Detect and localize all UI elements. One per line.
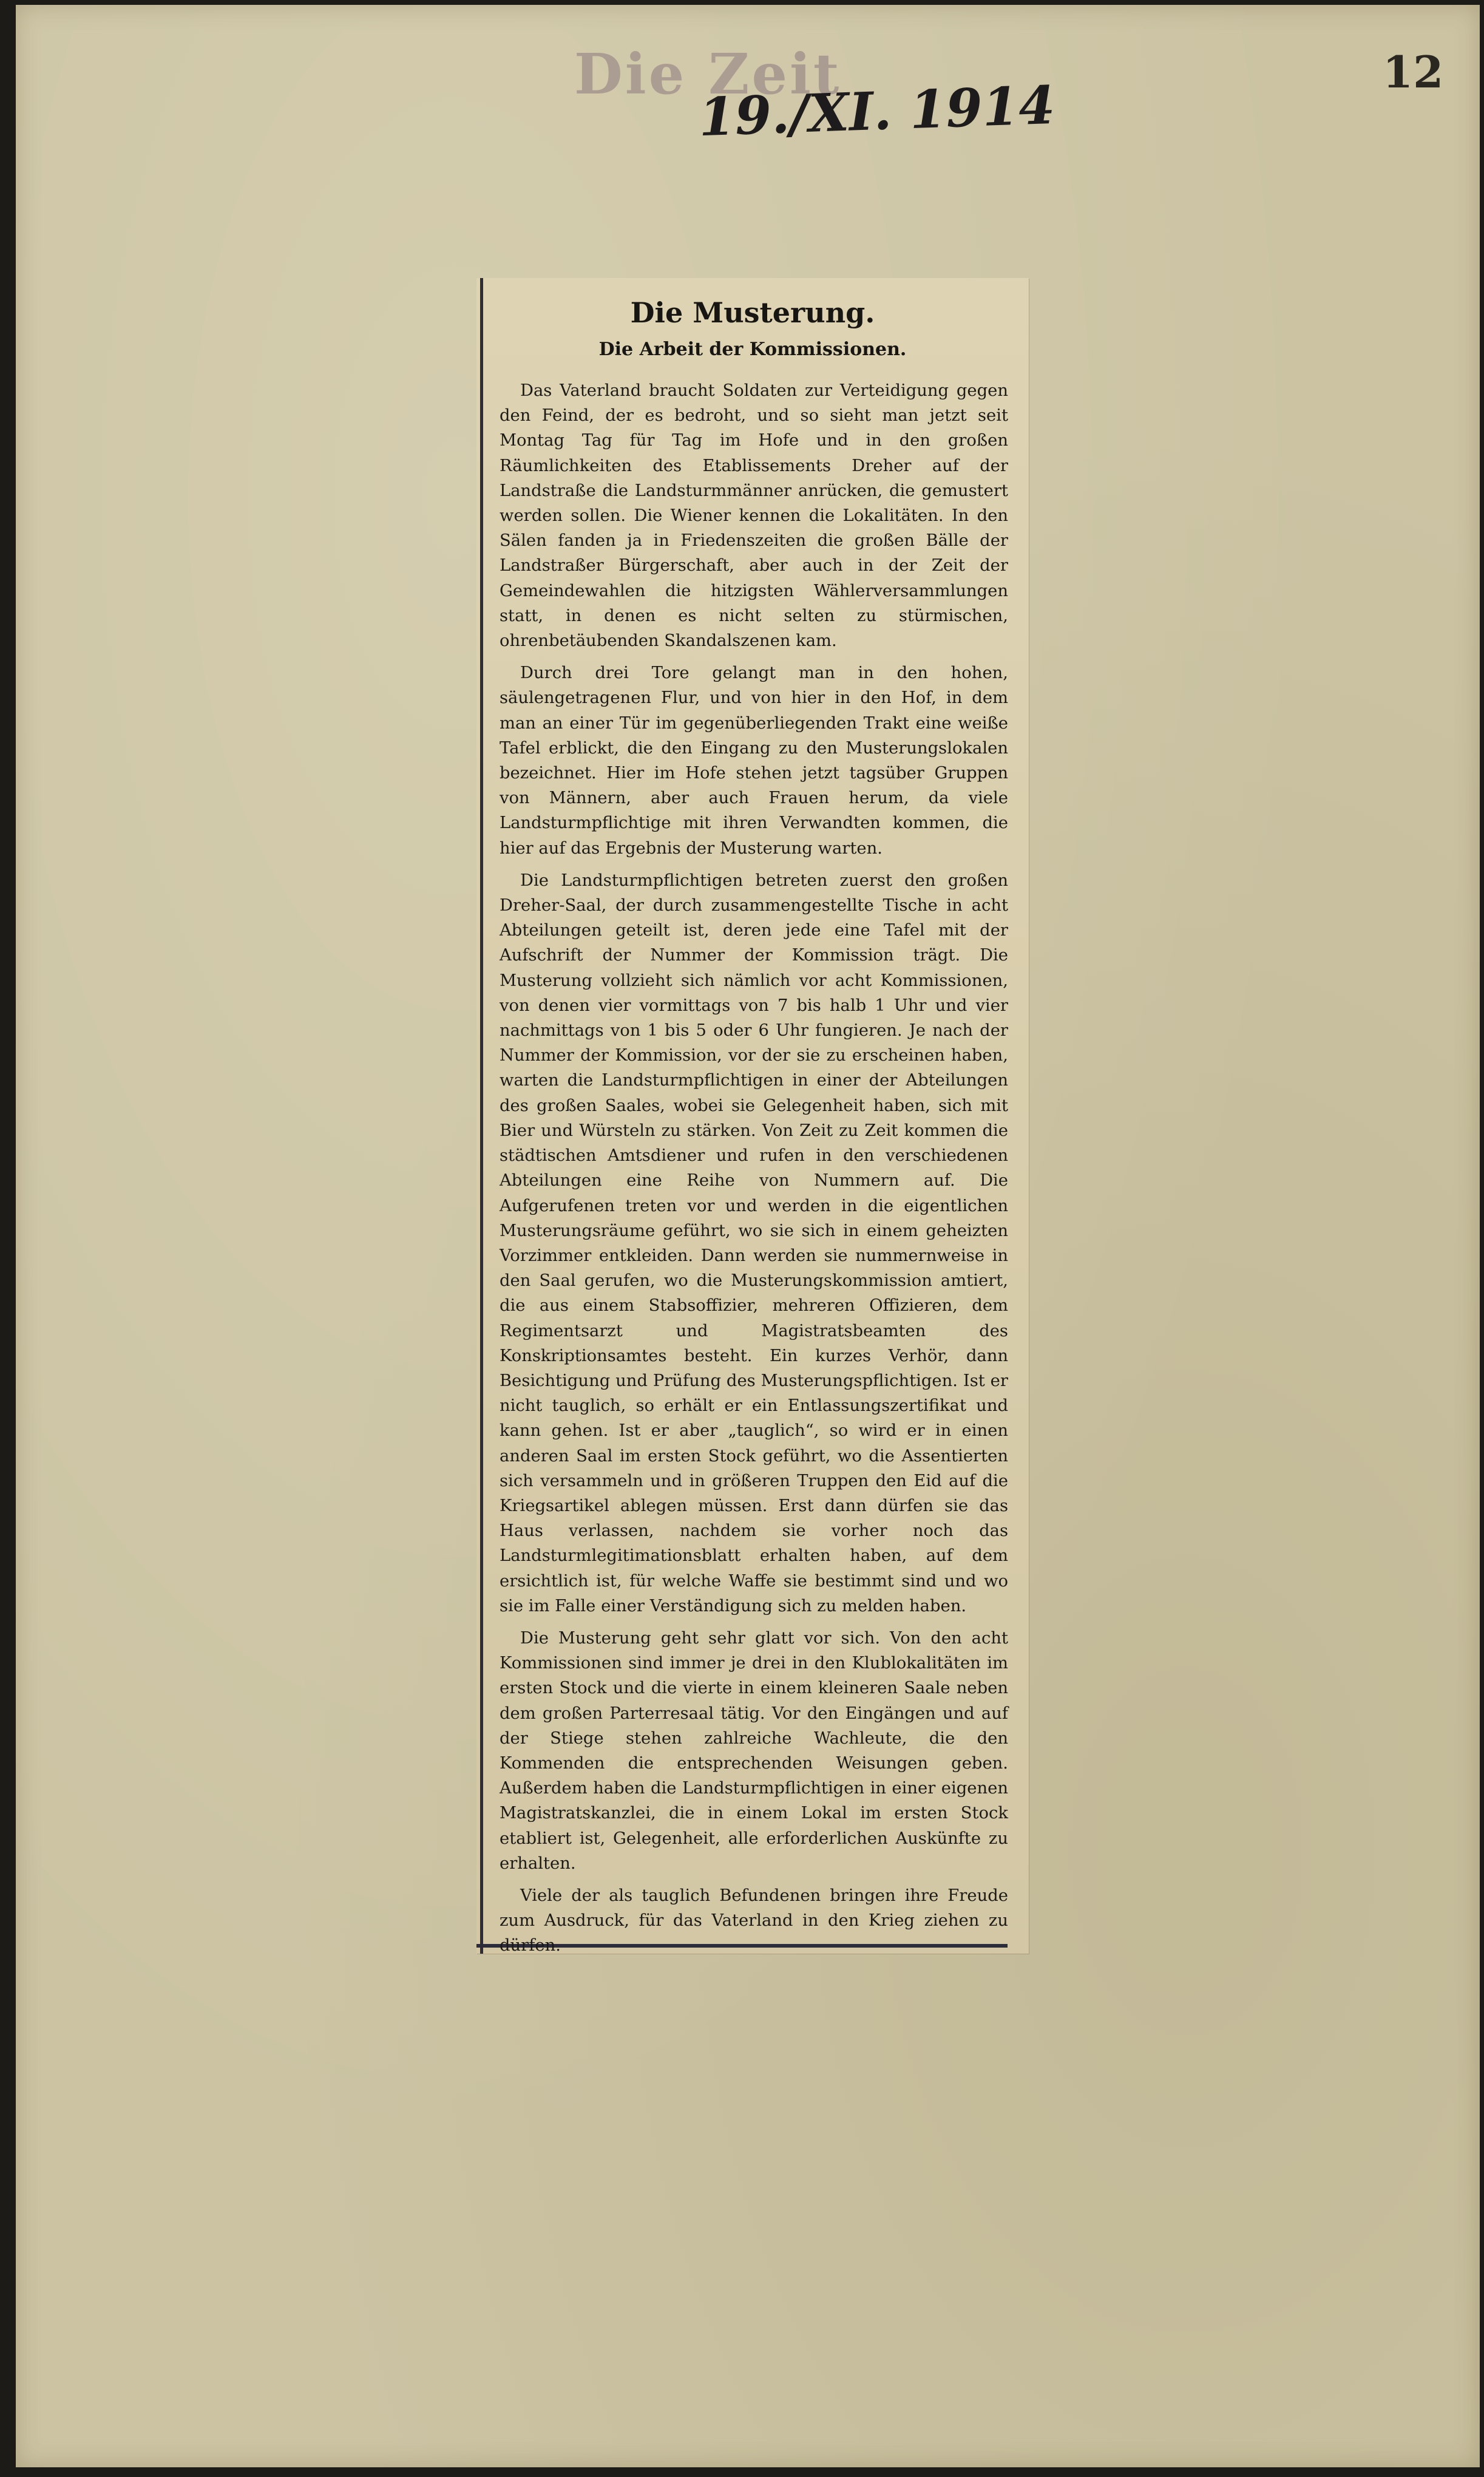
article-paragraph: Viele der als tauglich Befundenen bringen ihre Freude zum Ausdruck, für das Vaterland in den Krieg ziehen zu dürfen.	[500, 1886, 1008, 1955]
page-number: 12	[1383, 46, 1444, 98]
article-paragraph: Die Landsturmpflichtigen betreten zuerst den großen Dreher-Saal, der durch zusammengestellte Tische in acht Abteilungen geteilt ist, deren jede eine Tafel mit der Aufschrift der Nummer der Kommission trägt. Die Musterung vollzieht sich nämlich vor acht Kommissionen, von denen vier vormittags von 7 bis halb 1 Uhr und vier nachmittags von 1 bis 5 oder 6 Uhr fungieren. Je nach der Nummer der Kommission, vor der sie zu erscheinen haben, warten die Landsturmpflichtigen in einer der Abteilungen des großen Saales, wobei sie Gelegenheit haben, sich mit Bier und Würsteln zu stärken. Von Zeit zu Zeit kommen die städtischen Amtsdiener und rufen in den verschiedenen Abteilungen eine Reihe von Nummern auf. Die Aufgerufenen treten vor und werden in die eigentlichen Musterungsräume geführt, wo sie sich in einem geheizten Vorzimmer entkleiden. Dann werden sie nummernweise in den Saal gerufen, wo die Musterungskommission amtiert, die aus einem Stabsoffizier, mehreren Offizieren, dem Regimentsarzt und Magistratsbeamten des Konskriptionsamtes besteht. Ein kurzes Verhör, dann Besichtigung und Prüfung des Musterungspflichtigen. Ist er nicht tauglich, so erhält er ein Entlassungszertifikat und kann gehen. Ist er aber „tauglich“, so wird er in einen anderen Saal im ersten Stock geführt, wo die Assentierten sich versammeln und in größeren Truppen den Eid auf die Kriegsartikel ablegen müssen. Erst dann dürfen sie das Haus verlassen, nachdem sie vorher noch das Landsturmlegitimationsblatt erhalten haben, auf dem ersichtlich ist, für welche Waffe sie bestimmt sind und wo sie im Falle einer Verständigung sich zu melden haben.	[500, 871, 1008, 1616]
handwritten-date: 19./XI. 1914	[697, 74, 1056, 149]
clipping-left-rule	[480, 278, 483, 1954]
article-body	[500, 378, 1008, 1966]
article-paragraph: Die Musterung geht sehr glatt vor sich. Von den acht Kommissionen sind immer je drei in den Klublokalitäten im ersten Stock und die vierte in einem kleineren Saale neben dem großen Parterresaal tätig. Vor den Eingängen und auf der Stiege stehen zahlreiche Wachleute, die den Kommenden die entsprechenden Weisungen geben. Außerdem haben die Landsturmpflichtigen in einer eigenen Magistratskanzlei, die in einem Lokal im ersten Stock etabliert ist, Gelegenheit, alle erforderlichen Auskünfte zu erhalten.	[500, 1628, 1008, 1873]
newspaper-clipping	[476, 278, 1029, 1954]
archive-stamp: Die Zeit	[574, 41, 842, 107]
article-paragraph: Durch drei Tore gelangt man in den hohen, säulengetragenen Flur, und von hier in den Hof, in dem man an einer Tür im gegenüberliegenden Trakt eine weiße Tafel erblickt, die den Eingang zu den Musterungslokalen bezeichnet. Hier im Hofe stehen jetzt tagsüber Gruppen von Männern, aber auch Frauen herum, da viele Landsturmpflichtige mit ihren Verwandten kommen, die hier auf das Ergebnis der Musterung warten.	[500, 664, 1008, 858]
article-title: Die Musterung.	[630, 296, 875, 329]
article-subtitle: Die Arbeit der Kommissionen.	[598, 339, 907, 360]
article-paragraph: Das Vaterland braucht Soldaten zur Verteidigung gegen den Feind, der es bedroht, und so sieht man jetzt seit Montag Tag für Tag im Hofe und in den großen Räumlichkeiten des Etablissements Dreher auf der Landstraße die Landsturmmänner anrücken, die gemustert werden sollen. Die Wiener kennen die Lokalitäten. In den Sälen fanden ja in Friedenszeiten die großen Bälle der Landstraßer Bürgerschaft, aber auch in der Zeit der Gemeindewahlen die hitzigsten Wählerversammlungen statt, in denen es nicht selten zu stürmischen, ohrenbetäubenden Skandalszenen kam.	[500, 381, 1008, 651]
